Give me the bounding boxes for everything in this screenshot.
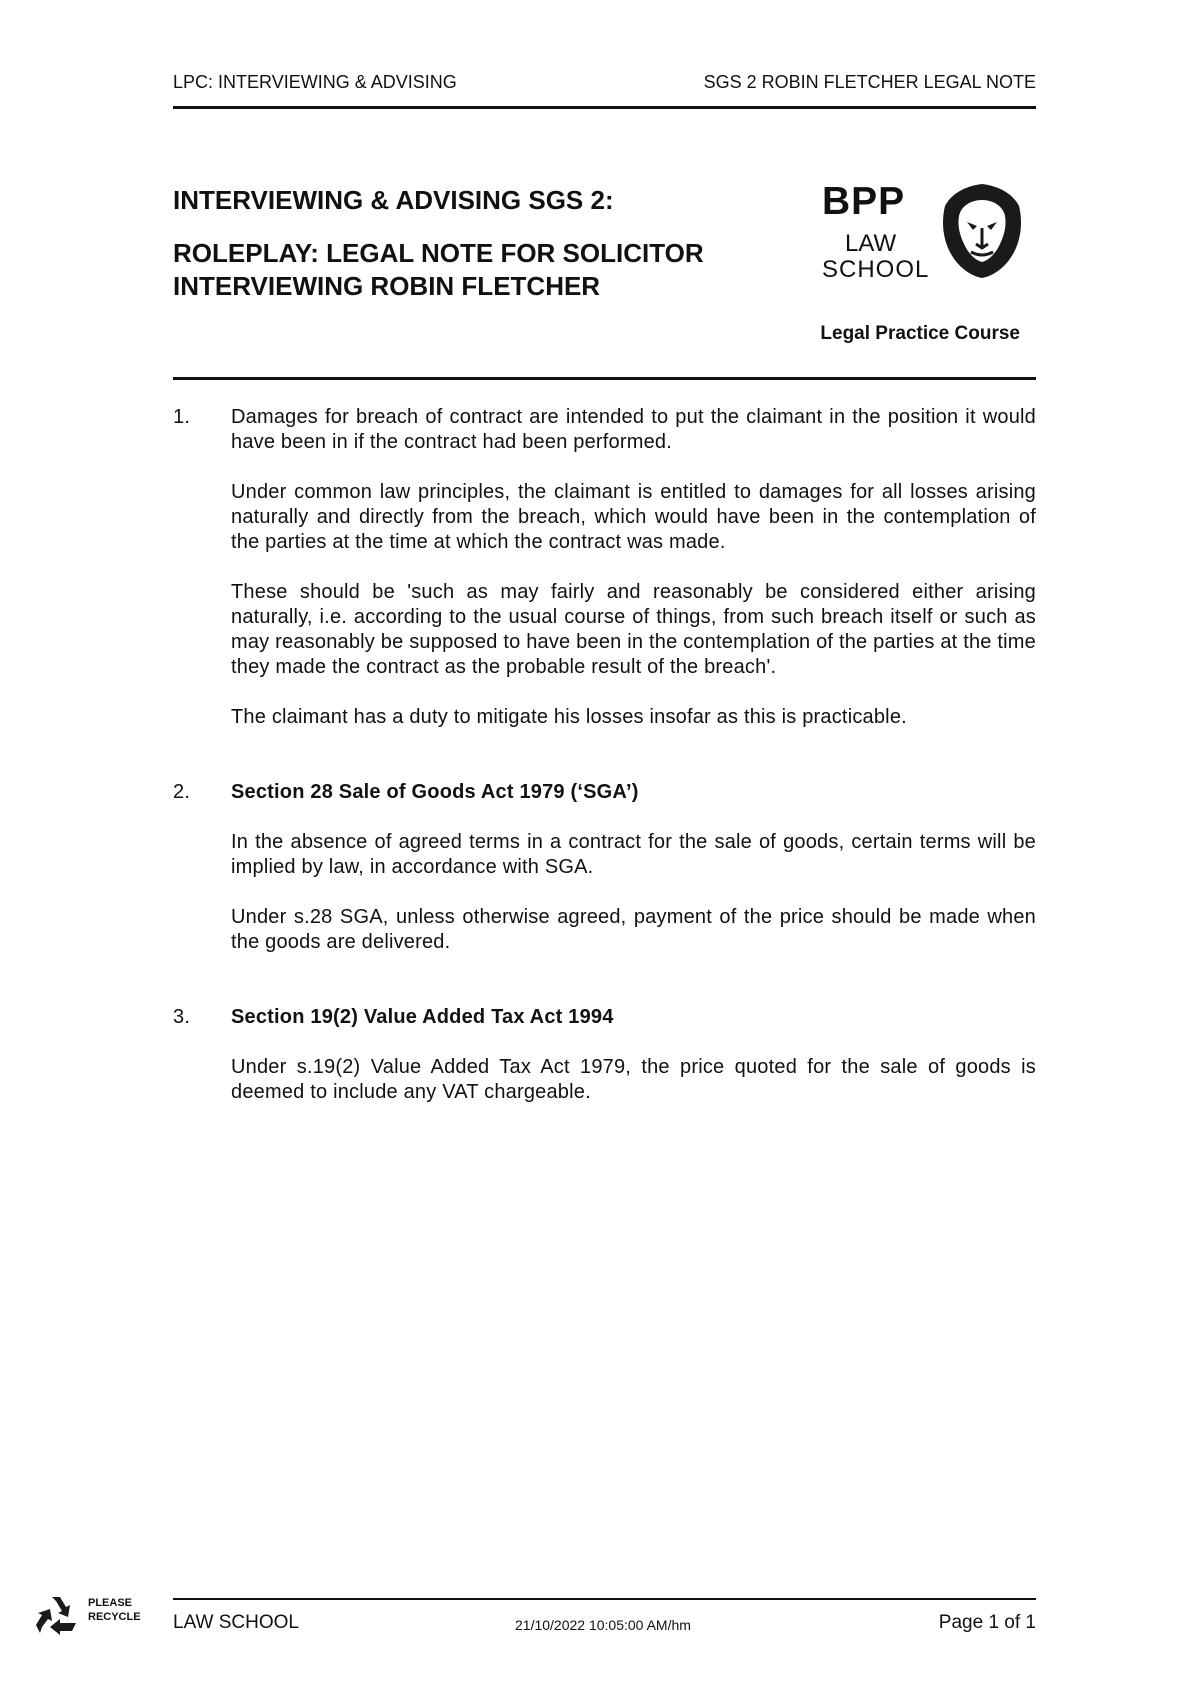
bpp-law-school-logo <box>822 180 1022 285</box>
paragraph: Under common law principles, the claimant is entitled to damages for all losses arising naturally and directly from the breach, which would have been in the contemplation of the parties at the time at which the contract was made. <box>231 481 1036 553</box>
title-divider <box>173 377 1036 380</box>
paragraph: Damages for breach of contract are intended to put the claimant in the position it would have been in if the contract had been performed. <box>231 406 1036 453</box>
section-number: 1. <box>173 406 191 428</box>
page-header <box>173 70 1036 109</box>
header-left: LPC: INTERVIEWING & ADVISING <box>173 72 457 92</box>
logo-bpp: BPP <box>822 180 906 223</box>
logo-school: SCHOOL <box>822 256 930 283</box>
document-body <box>173 405 1036 1130</box>
paragraph: The claimant has a duty to mitigate his losses insofar as this is practicable. <box>231 706 907 728</box>
section-number: 3. <box>173 1006 191 1028</box>
header-right: SGS 2 ROBIN FLETCHER LEGAL NOTE <box>703 72 1036 92</box>
section-1 <box>173 405 1036 730</box>
lion-head-icon <box>941 182 1023 280</box>
recycle-line-2: RECYCLE <box>88 1611 141 1623</box>
footer-divider <box>173 1598 1036 1600</box>
spacer <box>173 980 1036 1005</box>
section-2 <box>173 780 1036 955</box>
title-block <box>173 184 773 303</box>
recycle-label <box>88 1596 141 1624</box>
paragraph: Under s.28 SGA, unless otherwise agreed, payment of the price should be made when the goods are delivered. <box>231 906 1036 953</box>
title-line-3: INTERVIEWING ROBIN FLETCHER <box>173 271 601 301</box>
paragraph: These should be 'such as may fairly and reasonably be considered either arising naturally, i.e. according to the usual course of things, from such breach itself or such as may reasonably be supposed to have been in the contemplation of the parties at the time they made the contract as the probable result of the breach'. <box>231 581 1036 678</box>
spacer <box>173 755 1036 780</box>
section-3 <box>173 1005 1036 1105</box>
footer-timestamp: 21/10/2022 10:05:00 AM/hm <box>515 1617 691 1633</box>
paragraph: In the absence of agreed terms in a contract for the sale of goods, certain terms will be implied by law, in accordance with SGA. <box>231 831 1036 878</box>
page-number: Page 1 of 1 <box>938 1612 1036 1633</box>
section-heading: Section 19(2) Value Added Tax Act 1994 <box>231 1006 614 1028</box>
page-footer <box>173 1612 1036 1642</box>
section-heading: Section 28 Sale of Goods Act 1979 (‘SGA’) <box>231 781 639 803</box>
paragraph: Under s.19(2) Value Added Tax Act 1979, the price quoted for the sale of goods is deemed to include any VAT chargeable. <box>231 1056 1036 1103</box>
title-line-2: ROLEPLAY: LEGAL NOTE FOR SOLICITOR <box>173 238 704 268</box>
title-line-1: INTERVIEWING & ADVISING SGS 2: <box>173 185 614 215</box>
footer-left: LAW SCHOOL <box>173 1612 299 1633</box>
recycle-icon <box>32 1593 80 1641</box>
section-number: 2. <box>173 781 191 803</box>
recycle-line-1: PLEASE <box>88 1597 133 1609</box>
course-name: Legal Practice Course <box>820 323 1020 344</box>
logo-law: LAW <box>845 230 897 257</box>
please-recycle-mark <box>32 1593 150 1641</box>
